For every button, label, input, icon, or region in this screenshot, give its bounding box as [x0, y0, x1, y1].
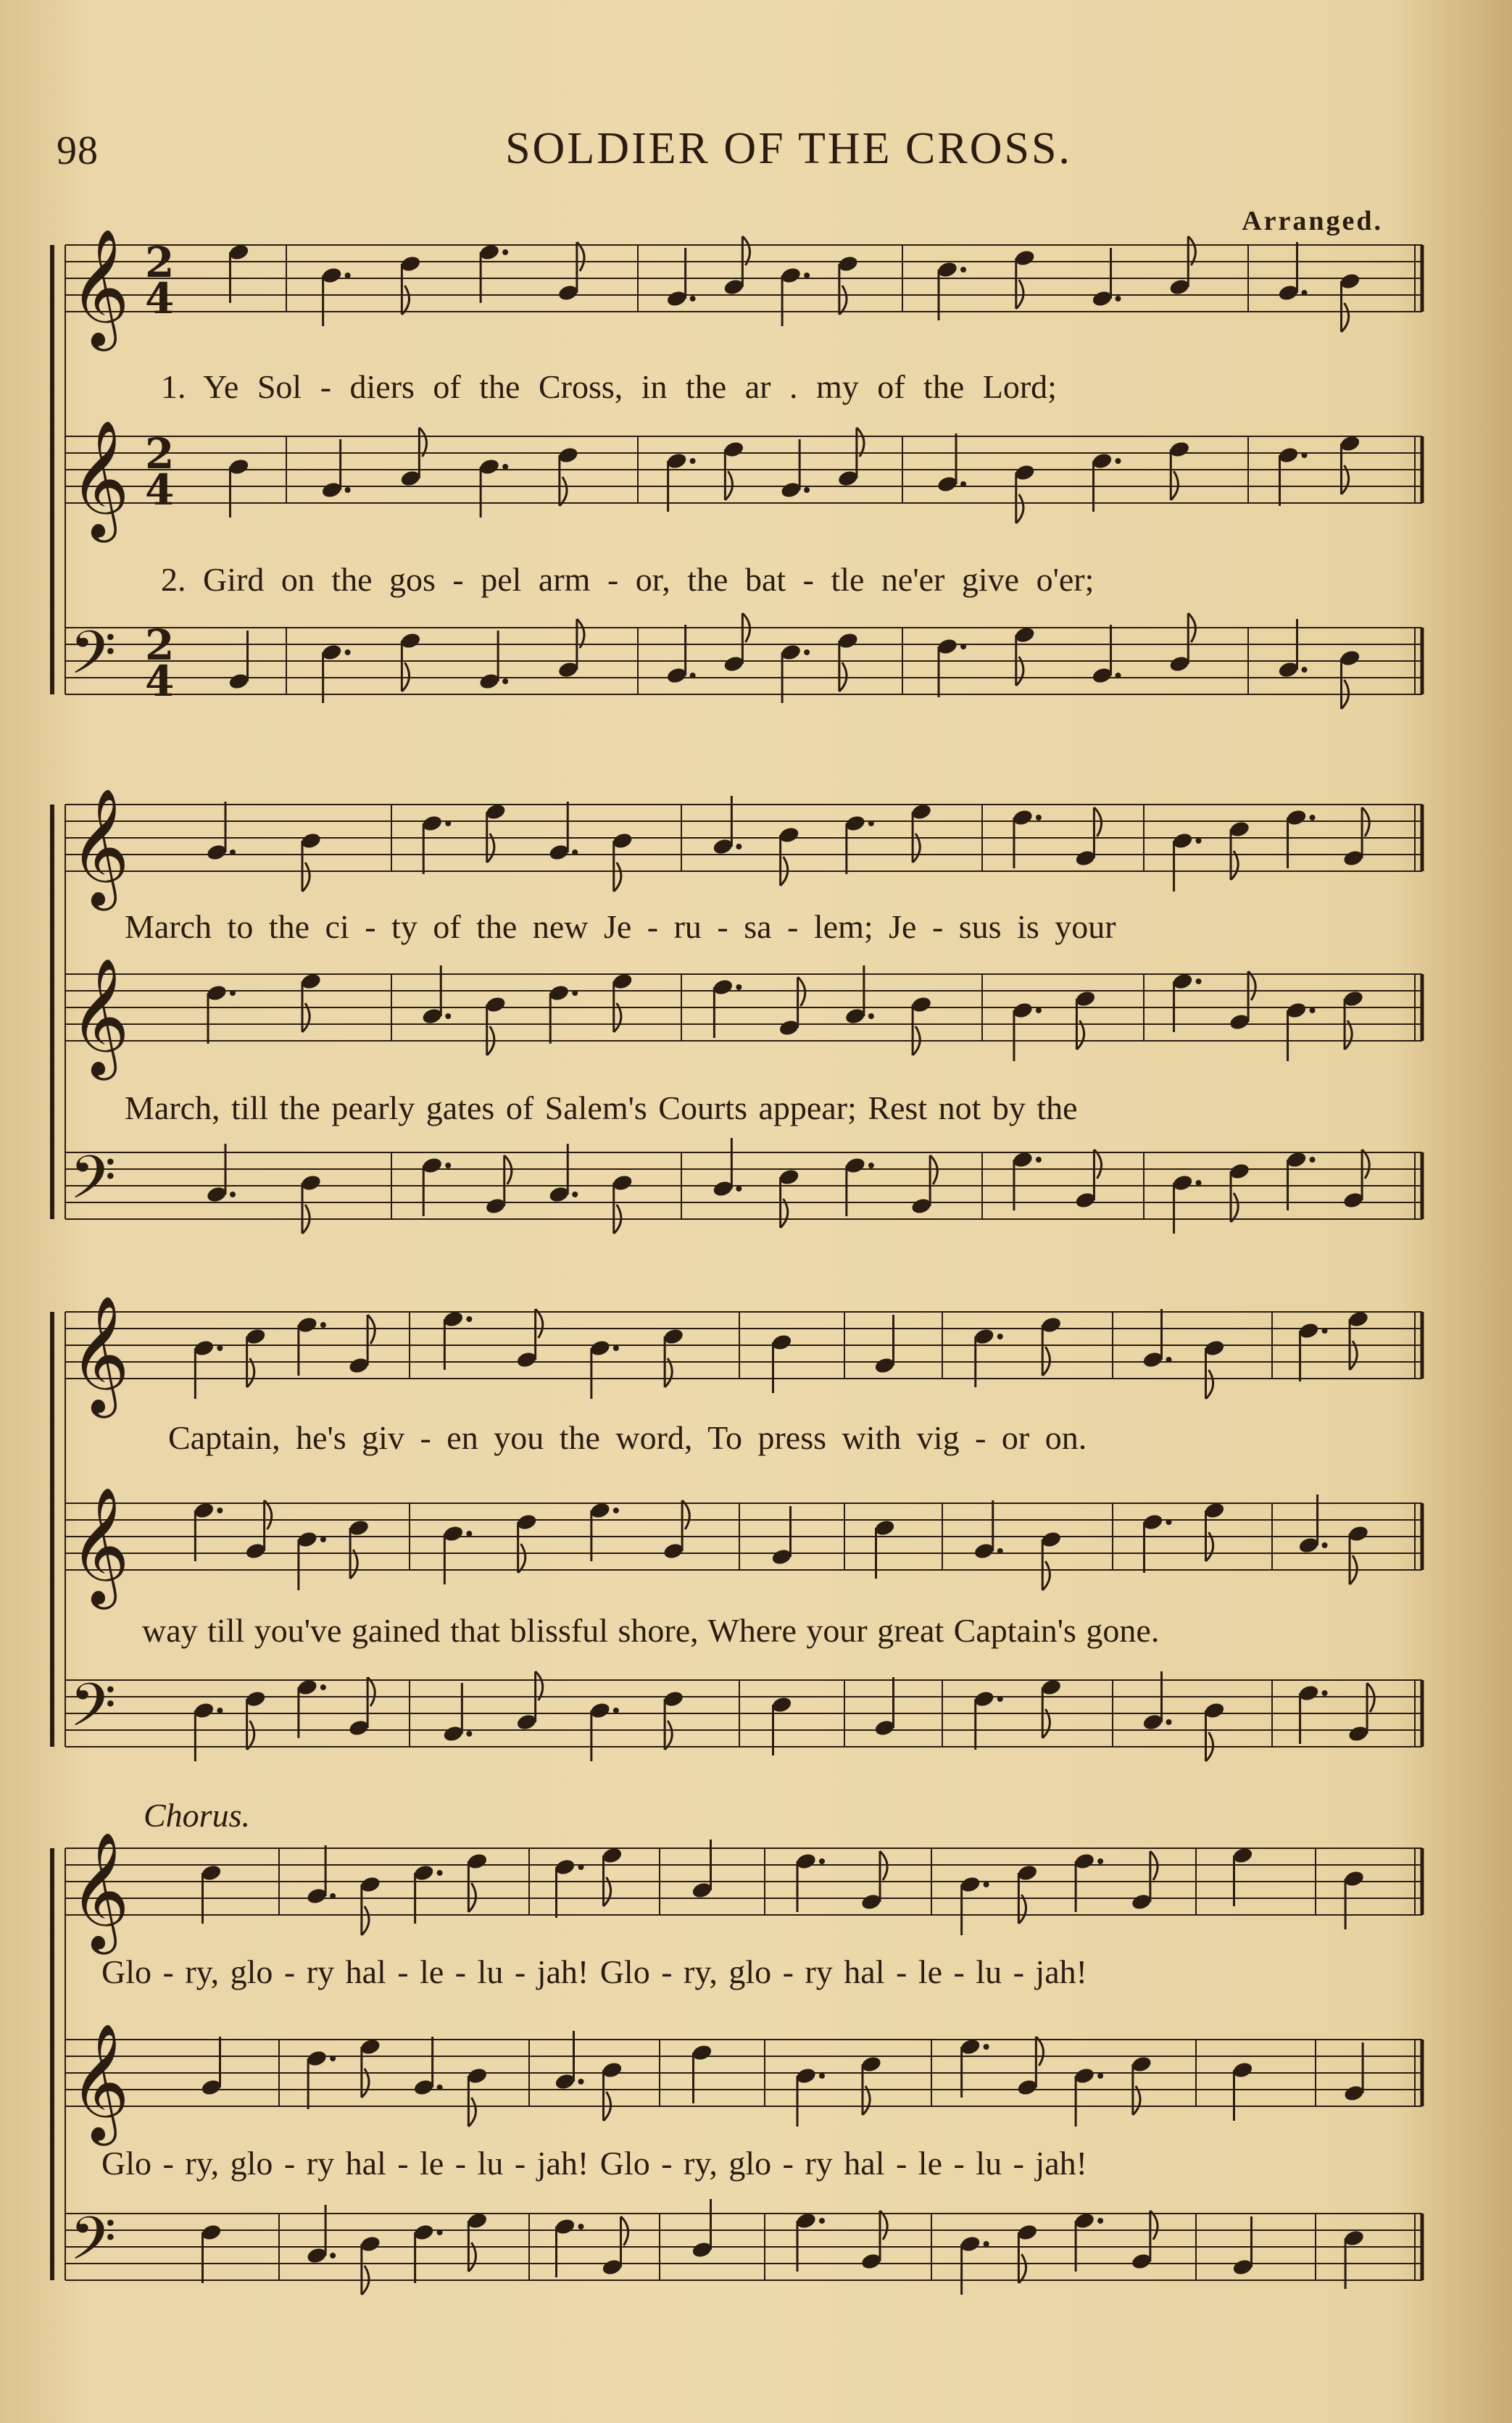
- time-signature-bottom: 4: [145, 465, 175, 515]
- lyric-line: Glo - ry, glo - ry hal - le - lu - jah! Glo - ry, glo - ry hal - le - lu - jah!: [101, 1953, 1087, 1990]
- treble-clef: 𝄞: [70, 420, 130, 538]
- note-flag: [302, 863, 310, 892]
- note-dot: [1097, 2218, 1103, 2224]
- note-flag: [1150, 2211, 1158, 2240]
- note-flag: [665, 1721, 672, 1750]
- note-dot: [578, 2224, 584, 2229]
- note-dot: [1097, 1858, 1103, 1864]
- note-flag: [839, 286, 847, 315]
- treble-clef: 𝄞: [70, 1832, 130, 1950]
- note-dot: [437, 2229, 443, 2235]
- note-dot: [320, 1322, 326, 1328]
- lyric-line: way till you've gained that blissful shore, Where your great Captain's gone.: [142, 1612, 1160, 1649]
- note-dot: [868, 1163, 874, 1168]
- note-flag: [1042, 1561, 1050, 1590]
- note-dot: [690, 673, 696, 678]
- note-dot: [445, 1163, 451, 1168]
- treble-clef: 𝄞: [70, 1487, 130, 1605]
- note-flag: [1018, 2254, 1026, 2283]
- note-dot: [690, 458, 696, 464]
- note-flag: [1036, 2037, 1043, 2066]
- note-dot: [320, 1537, 326, 1542]
- note-dot: [1036, 1157, 1042, 1163]
- note-dot: [437, 1870, 443, 1876]
- note-flag: [518, 1544, 526, 1573]
- note-dot: [1036, 815, 1042, 820]
- note-dot: [1322, 1328, 1328, 1334]
- time-signature-bottom: 4: [145, 657, 175, 706]
- note-flag: [402, 286, 409, 315]
- treble-clef: 𝄞: [70, 788, 130, 906]
- note-flag: [1094, 1150, 1101, 1179]
- note-dot: [1196, 978, 1202, 984]
- note-dot: [1322, 1542, 1328, 1548]
- note-dot: [330, 2056, 336, 2061]
- note-dot: [1116, 673, 1121, 678]
- note-dot: [984, 2241, 989, 2247]
- note-dot: [502, 249, 508, 255]
- note-dot: [230, 990, 236, 996]
- time-signature-top: 2: [145, 238, 175, 287]
- note-dot: [502, 678, 508, 684]
- note-dot: [502, 464, 508, 470]
- note-dot: [960, 481, 966, 487]
- note-dot: [960, 644, 966, 649]
- note-dot: [1166, 1519, 1172, 1525]
- note-dot: [819, 2218, 825, 2224]
- note-dot: [345, 273, 351, 278]
- note-dot: [984, 2044, 989, 2050]
- note-flag: [468, 2098, 475, 2127]
- chorus-label: Chorus.: [144, 1797, 250, 1834]
- hymn-title: SOLDIER OF THE CROSS.: [505, 124, 1072, 173]
- note-dot: [819, 2073, 825, 2079]
- note-flag: [1362, 1150, 1369, 1179]
- lyric-line: Glo - ry, glo - ry hal - le - lu - jah! Glo - ry, glo - ry hal - le - lu - jah!: [101, 2145, 1087, 2182]
- note-dot: [217, 1508, 223, 1513]
- note-flag: [536, 1309, 543, 1338]
- treble-clef: 𝄞: [70, 228, 130, 346]
- note-dot: [572, 1192, 578, 1197]
- note-dot: [1322, 1690, 1328, 1696]
- note-flag: [367, 1677, 375, 1706]
- note-dot: [437, 2085, 443, 2090]
- note-flag: [265, 1500, 272, 1529]
- note-flag: [362, 1906, 369, 1935]
- note-dot: [1310, 815, 1316, 820]
- note-dot: [1302, 452, 1308, 458]
- note-flag: [1206, 1370, 1213, 1399]
- lyric-line: 2. Gird on the gos - pel arm - or, the bat - tle ne'er give o'er;: [161, 561, 1094, 598]
- note-dot: [578, 2079, 584, 2085]
- note-flag: [614, 863, 621, 892]
- note-dot: [613, 1708, 619, 1713]
- note-dot: [345, 487, 351, 493]
- note-dot: [804, 487, 810, 493]
- bass-clef: 𝄢: [70, 2203, 117, 2288]
- note-dot: [736, 1186, 742, 1192]
- note-dot: [230, 1192, 236, 1197]
- note-flag: [682, 1500, 689, 1529]
- note-dot: [1310, 1007, 1316, 1013]
- note-dot: [690, 296, 696, 302]
- note-dot: [819, 1858, 825, 1864]
- note-dot: [868, 1013, 874, 1019]
- note-flag: [1231, 1193, 1238, 1222]
- note-flag: [560, 477, 567, 506]
- note-dot: [1196, 838, 1202, 844]
- bass-clef: 𝄢: [70, 1142, 117, 1227]
- note-dot: [997, 1548, 1003, 1554]
- note-flag: [880, 2211, 887, 2240]
- note-flag: [577, 242, 584, 271]
- note-dot: [217, 1345, 223, 1351]
- note-dot: [1116, 458, 1121, 464]
- note-dot: [1116, 296, 1121, 302]
- time-signature-top: 2: [145, 429, 175, 478]
- note-dot: [1196, 1180, 1202, 1186]
- note-flag: [1342, 303, 1349, 332]
- time-signature-top: 2: [145, 620, 175, 670]
- note-dot: [1310, 1157, 1316, 1163]
- note-dot: [578, 1864, 584, 1870]
- note-dot: [1166, 1719, 1172, 1725]
- note-dot: [466, 1731, 472, 1737]
- note-dot: [445, 1013, 451, 1019]
- treble-clef: 𝄞: [70, 1295, 130, 1413]
- note-dot: [466, 1316, 472, 1322]
- note-dot: [320, 1684, 326, 1690]
- note-dot: [330, 1893, 336, 1899]
- note-dot: [572, 990, 578, 996]
- note-dot: [613, 1345, 619, 1351]
- note-dot: [330, 2253, 336, 2258]
- note-dot: [984, 1882, 989, 1887]
- note-dot: [572, 849, 578, 855]
- note-flag: [1016, 494, 1023, 523]
- note-dot: [997, 1334, 1003, 1339]
- note-dot: [736, 984, 742, 990]
- lyric-line: March to the ci - ty of the new Je - ru - sa - lem; Je - sus is your: [125, 908, 1116, 945]
- note-dot: [1036, 1007, 1042, 1013]
- note-dot: [804, 273, 810, 278]
- note-flag: [247, 1721, 254, 1750]
- note-dot: [997, 1696, 1003, 1702]
- note-dot: [736, 844, 742, 849]
- note-dot: [613, 1508, 619, 1513]
- note-dot: [1166, 1357, 1172, 1363]
- note-dot: [1302, 290, 1308, 296]
- note-dot: [445, 820, 451, 826]
- time-signature-bottom: 4: [145, 274, 175, 323]
- bass-clef: 𝄢: [70, 618, 117, 702]
- note-dot: [868, 820, 874, 826]
- lyric-line: March, till the pearly gates of Salem's Courts appear; Rest not by the: [125, 1089, 1078, 1126]
- note-flag: [1248, 971, 1255, 1000]
- page-number: 98: [57, 128, 99, 173]
- treble-clef: 𝄞: [70, 2023, 130, 2141]
- treble-clef: 𝄞: [70, 957, 130, 1076]
- note-dot: [466, 1531, 472, 1537]
- arranger-credit: Arranged.: [1242, 206, 1383, 236]
- note-dot: [960, 267, 966, 273]
- bass-clef: 𝄢: [70, 1670, 117, 1755]
- note-dot: [345, 649, 351, 655]
- note-dot: [1302, 667, 1308, 673]
- lyric-line: Captain, he's giv - en you the word, To press with vig - or on.: [168, 1419, 1087, 1456]
- note-dot: [230, 849, 236, 855]
- note-dot: [1097, 2073, 1103, 2079]
- lyric-line: 1. Ye Sol - diers of the Cross, in the ar . my of the Lord;: [161, 368, 1057, 405]
- note-dot: [217, 1708, 223, 1713]
- note-dot: [804, 649, 810, 655]
